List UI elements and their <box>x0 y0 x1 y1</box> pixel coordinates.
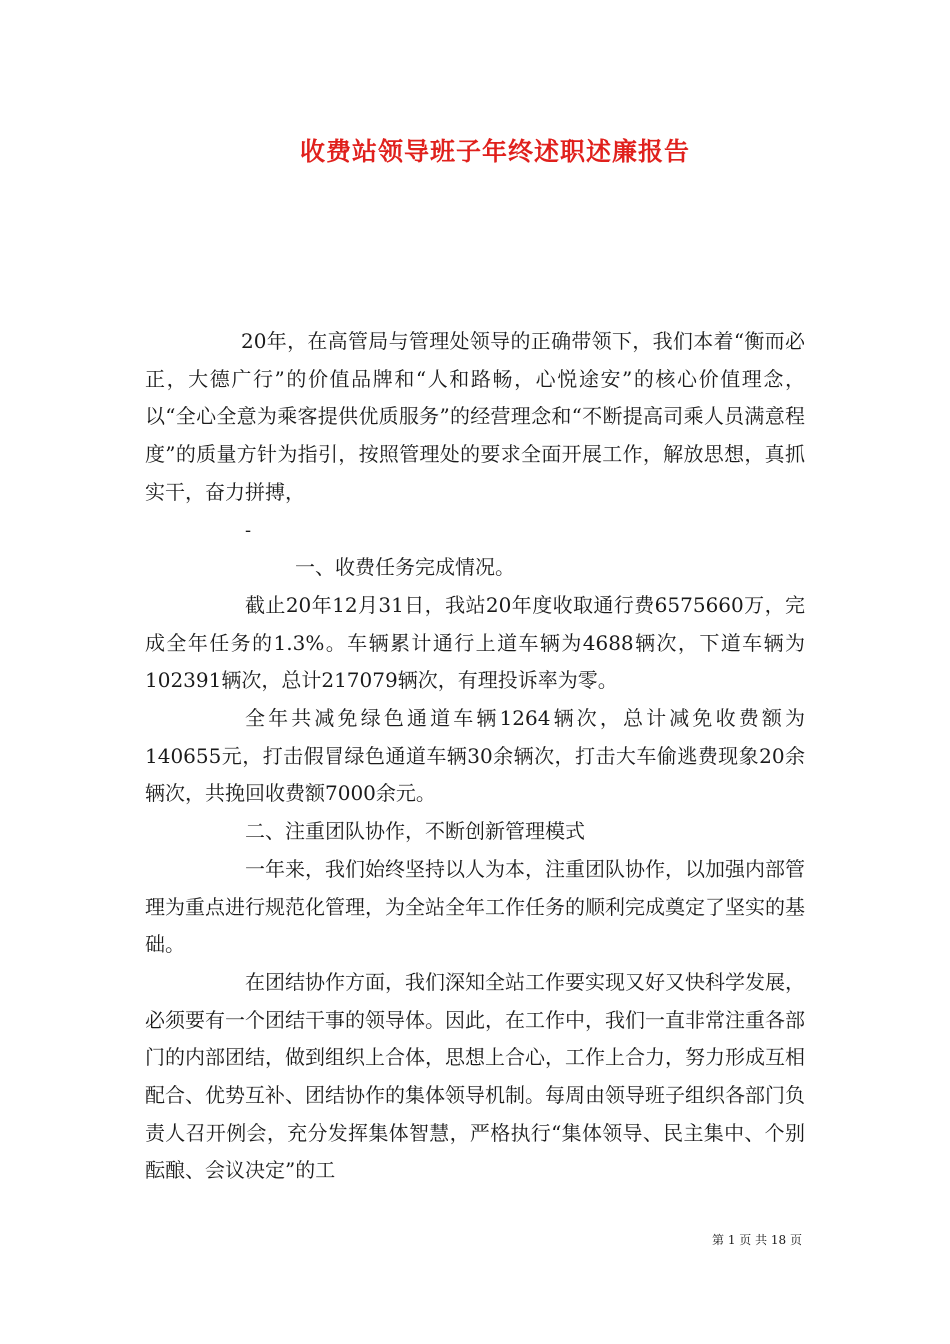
section-heading-2: 二、注重团队协作，不断创新管理模式 <box>245 819 585 844</box>
paragraph-collection: 截止20年12月31日，我站20年度收取通行费6575660万，完成全年任务的1.3%。车辆累计通行上道车辆为4688辆次，下道车辆为102391辆次，总计217079辆次，有理投诉率为零。 <box>145 592 805 693</box>
document-body <box>145 323 805 1190</box>
paragraph-teamwork: 一年来，我们始终坚持以人为本，注重团队协作，以加强内部管理为重点进行规范化管理，为全站全年工作任务的顺利完成奠定了坚实的基础。 <box>145 856 805 957</box>
paragraph-intro: 20年，在高管局与管理处领导的正确带领下，我们本着“衡而必正，大德广行”的价值品牌和“人和路畅，心悦途安”的核心价值理念，以“全心全意为乘客提供优质服务”的经营理念和“不断提高司乘人员满意程度”的质量方针为指引，按照管理处的要求全面开展工作，解放思想，真抓实干，奋力拼搏， <box>145 329 805 504</box>
document-title: 收费站领导班子年终述职述廉报告 <box>299 137 690 166</box>
section-heading-1: 一、收费任务完成情况。 <box>295 555 515 580</box>
paragraph-unity: 在团结协作方面，我们深知全站工作要实现又好又快科学发展，必须要有一个团结干事的领导体。因此，在工作中，我们一直非常注重各部门的内部团结，做到组织上合体，思想上合心，工作上合力，努力形成互相配合、优势互补、团结协作的集体领导机制。每周由领导班子组织各部门负责人召开例会，充分发挥集体智慧，严格执行“集体领导、民主集中、个别酝酿、会议决定”的工 <box>145 969 805 1183</box>
paragraph-green-channel: 全年共减免绿色通道车辆1264辆次，总计减免收费额为140655元，打击假冒绿色通道车辆30余辆次，打击大车偷逃费现象20余辆次，共挽回收费额7000余元。 <box>145 706 805 806</box>
separator-dash: - <box>245 519 252 541</box>
page-footer: 第 1 页 共 18 页 <box>712 1233 802 1247</box>
